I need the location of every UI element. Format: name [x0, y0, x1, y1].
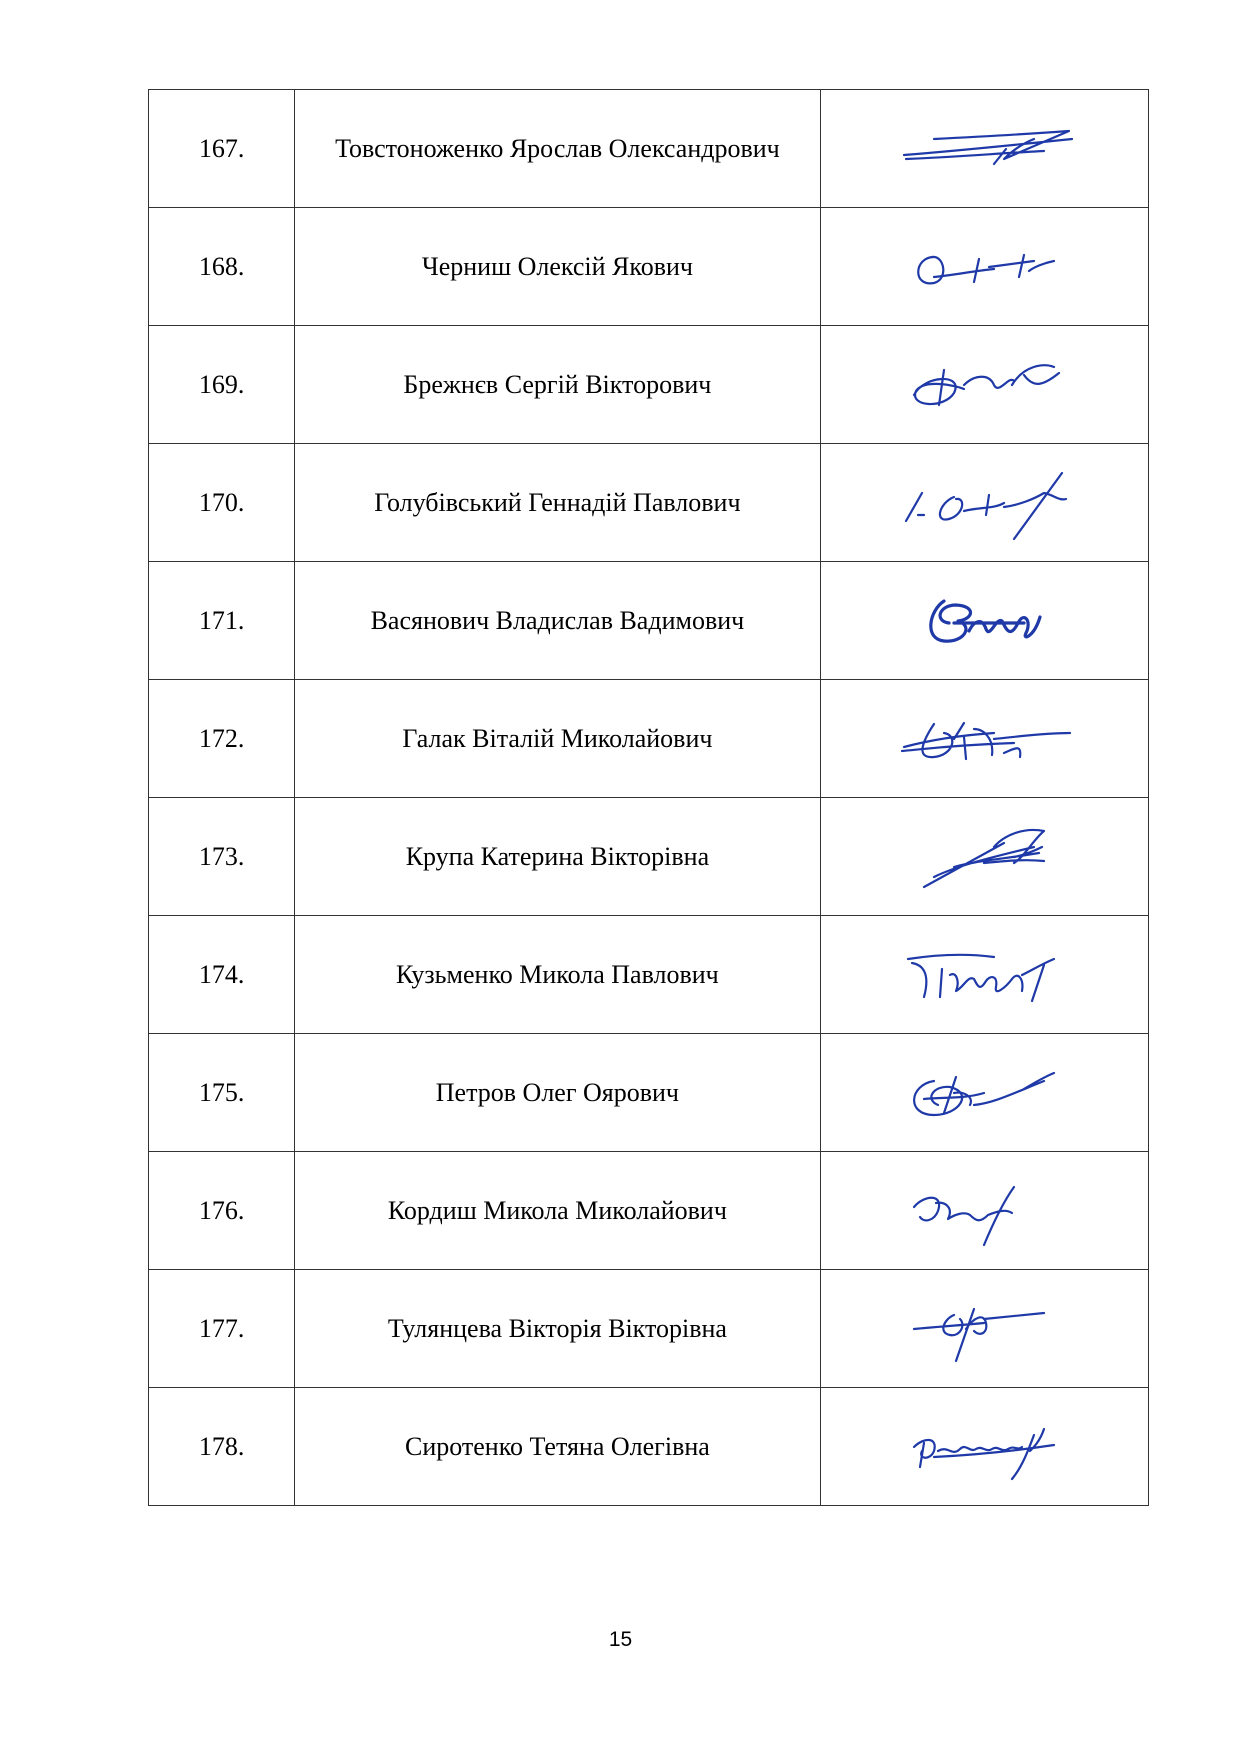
signature-icon	[820, 562, 1148, 680]
row-number: 171.	[149, 562, 295, 680]
person-name: Крупа Катерина Вікторівна	[295, 798, 821, 916]
signature-icon	[820, 326, 1148, 444]
signature-icon	[820, 680, 1148, 798]
row-number: 169.	[149, 326, 295, 444]
signature-icon	[820, 1388, 1148, 1506]
table-row	[149, 1270, 1149, 1388]
table-row	[149, 326, 1149, 444]
table-row	[149, 1034, 1149, 1152]
row-number: 176.	[149, 1152, 295, 1270]
person-name: Брежнєв Сергій Вікторович	[295, 326, 821, 444]
table-row	[149, 208, 1149, 326]
signature-icon	[820, 90, 1148, 208]
row-number: 177.	[149, 1270, 295, 1388]
table-row	[149, 798, 1149, 916]
row-number: 170.	[149, 444, 295, 562]
signature-icon	[820, 798, 1148, 916]
signature-icon	[820, 1152, 1148, 1270]
table-row	[149, 916, 1149, 1034]
row-number: 173.	[149, 798, 295, 916]
page-number: 15	[608, 1628, 633, 1651]
row-number: 168.	[149, 208, 295, 326]
row-number: 175.	[149, 1034, 295, 1152]
person-name: Петров Олег Оярович	[295, 1034, 821, 1152]
table-row	[149, 680, 1149, 798]
signature-icon	[820, 1034, 1148, 1152]
row-number: 167.	[149, 90, 295, 208]
person-name: Кузьменко Микола Павлович	[295, 916, 821, 1034]
table-row	[149, 1152, 1149, 1270]
row-number: 172.	[149, 680, 295, 798]
row-number: 178.	[149, 1388, 295, 1506]
person-name: Товстоноженко Ярослав Олександрович	[295, 90, 821, 208]
person-name: Кордиш Микола Миколайович	[295, 1152, 821, 1270]
table-row	[149, 90, 1149, 208]
signature-icon	[820, 444, 1148, 562]
table-row	[149, 444, 1149, 562]
person-name: Голубівський Геннадій Павлович	[295, 444, 821, 562]
table-row	[149, 1388, 1149, 1506]
row-number: 174.	[149, 916, 295, 1034]
person-name: Васянович Владислав Вадимович	[295, 562, 821, 680]
person-name: Тулянцева Вікторія Вікторівна	[295, 1270, 821, 1388]
signature-icon	[820, 1270, 1148, 1388]
signature-table	[148, 89, 1149, 1506]
person-name: Черниш Олексій Якович	[295, 208, 821, 326]
table-row	[149, 562, 1149, 680]
person-name: Сиротенко Тетяна Олегівна	[295, 1388, 821, 1506]
signature-icon	[820, 208, 1148, 326]
signature-icon	[820, 916, 1148, 1034]
person-name: Галак Віталій Миколайович	[295, 680, 821, 798]
